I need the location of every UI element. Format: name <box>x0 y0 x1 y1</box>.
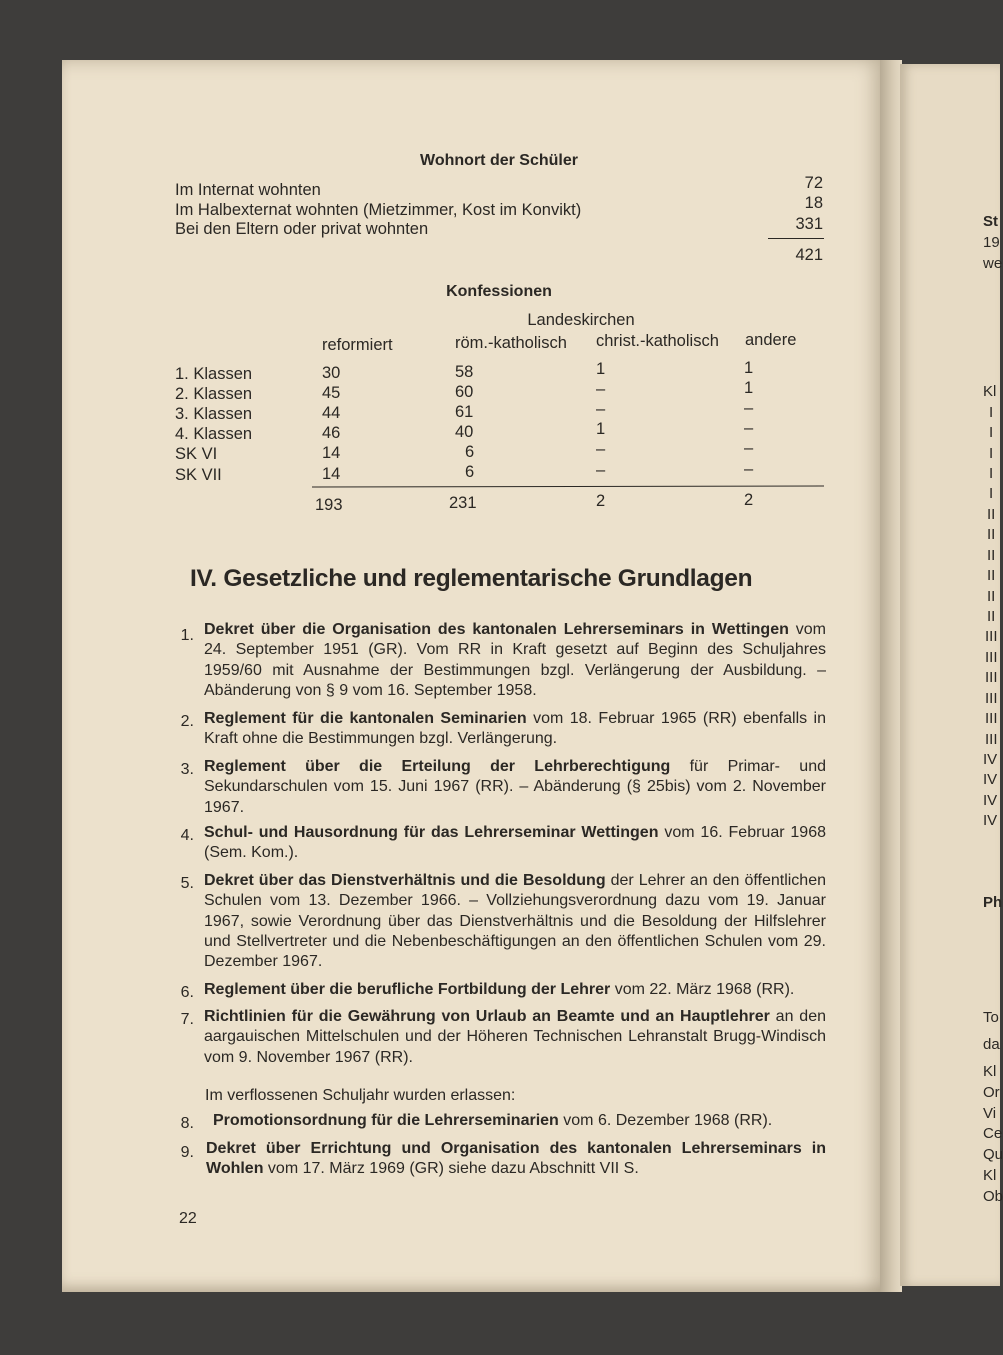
item-number: 3. <box>180 761 194 778</box>
cell-reformiert: 30 <box>322 364 341 382</box>
item-number: 9. <box>180 1144 194 1161</box>
row-label: 3. Klassen <box>175 405 253 423</box>
header-reformiert: reformiert <box>322 336 393 354</box>
landeskirchen-label: Landeskirchen <box>527 311 635 329</box>
right-fragment: Kl <box>983 1063 997 1080</box>
item-text: vom 24. September 1951 (GR). Vom RR in Kraft gesetzt auf Beginn des Schuljahres 1959/60 mit Ausnahme der Bestimmungen bzgl. Verlängerung der Ausbildung. – Abänderung von § 9 vom 16. September 1958. <box>204 621 827 699</box>
item-title: Dekret über Errichtung und Organisation des kantonalen Lehrerseminars in Wohlen <box>206 1140 826 1178</box>
item-title: Richtlinien für die Gewährung von Urlaub an Beamte und an Hauptlehrer <box>204 1008 770 1025</box>
item-title: Reglement über die Erteilung der Lehrberechtigung <box>204 758 671 775</box>
right-fragment: II <box>987 547 996 564</box>
right-fragment: II <box>987 588 996 605</box>
item-number: 7. <box>180 1011 194 1028</box>
cell-reformiert: 45 <box>322 384 341 402</box>
right-fragment: Or <box>983 1084 1000 1101</box>
right-fragment: IV <box>983 812 998 829</box>
cell-roem-katholisch: 6 <box>465 463 475 481</box>
item-text: vom 6. Dezember 1968 (RR). <box>558 1112 773 1129</box>
row-label: 1. Klassen <box>175 365 253 383</box>
cell-christ-katholisch: – <box>596 400 606 418</box>
cell-roem-katholisch: 6 <box>465 443 475 461</box>
wohnort-sum-rule <box>768 238 824 239</box>
item-text: vom 17. März 1969 (GR) siehe dazu Abschnitt VII S. <box>263 1160 639 1178</box>
list-item <box>204 1007 826 1068</box>
right-fragment: Qu <box>983 1146 1003 1163</box>
cell-andere: 1 <box>744 359 754 377</box>
right-fragment: I <box>989 465 994 482</box>
right-fragment: I <box>989 404 994 421</box>
item-text: vom 16. Februar 1968 (Sem. Kom.). <box>204 824 826 862</box>
item-text: vom 18. Februar 1965 (RR) ebenfalls in Kraft ohne die Bestimmungen bzgl. Verlängerung. <box>204 710 827 748</box>
total-christ-katholisch: 2 <box>596 492 606 510</box>
right-fragment: Kl <box>983 1167 997 1184</box>
item-text: vom 22. März 1968 (RR). <box>610 981 795 998</box>
right-fragment: III <box>985 690 998 707</box>
item-title: Reglement über die berufliche Fortbildung der Lehrer <box>204 981 611 998</box>
item-title: Schul- und Hausordnung für das Lehrerseminar Wettingen <box>204 824 659 841</box>
list-item <box>206 1139 826 1180</box>
list-item <box>204 823 826 864</box>
item-text: an den aargauischen Mittelschulen und der Höheren Technischen Lehranstalt Brugg-Windisch vom 9. November 1967 (RR). <box>204 1008 826 1066</box>
item-number: 4. <box>180 827 194 844</box>
right-fragment: III <box>985 710 998 727</box>
right-fragment: III <box>985 669 998 686</box>
cell-roem-katholisch: 60 <box>455 383 474 401</box>
cell-reformiert: 44 <box>322 404 341 422</box>
header-andere: andere <box>745 331 797 349</box>
right-fragment: II <box>987 526 996 543</box>
item-number: 6. <box>180 984 194 1001</box>
cell-andere: – <box>744 399 754 417</box>
right-fragment: da <box>983 1036 1000 1053</box>
right-fragment: 19 <box>983 234 1000 251</box>
erlassen-intro: Im verflossenen Schuljahr wurden erlassen: <box>205 1087 516 1104</box>
wohnort-title: Wohnort der Schüler <box>420 152 578 169</box>
right-fragment: St <box>983 213 998 230</box>
wohnort-value-eltern: 331 <box>795 215 823 233</box>
wohnort-total: 421 <box>795 246 823 264</box>
item-title: Promotionsordnung für die Lehrerseminarien <box>213 1112 559 1129</box>
item-title: Dekret über die Organisation des kantonalen Lehrerseminars in Wettingen <box>204 621 789 638</box>
list-item <box>204 871 826 972</box>
right-fragment: IV <box>983 792 998 809</box>
right-fragment: Ph <box>983 894 1003 911</box>
list-item <box>204 709 826 750</box>
wohnort-value-internat: 72 <box>804 174 823 192</box>
header-christ-katholisch: christ.-katholisch <box>596 332 719 350</box>
page-number: 22 <box>179 1210 197 1227</box>
right-fragment: Kl <box>983 383 997 400</box>
header-roem-katholisch: röm.-katholisch <box>455 334 567 352</box>
book-gutter <box>880 60 902 1292</box>
cell-andere: 1 <box>744 379 754 397</box>
cell-andere: – <box>744 439 754 457</box>
right-fragment: II <box>987 608 996 625</box>
list-item <box>204 980 826 1000</box>
cell-christ-katholisch: – <box>596 461 606 479</box>
total-andere: 2 <box>744 491 754 509</box>
cell-roem-katholisch: 40 <box>455 423 474 441</box>
row-label: 2. Klassen <box>175 385 253 403</box>
right-fragment: Ce <box>983 1125 1003 1142</box>
row-label: SK VII <box>175 466 222 484</box>
right-fragment: To <box>983 1009 999 1026</box>
list-item <box>204 757 826 818</box>
right-fragment: III <box>985 649 998 666</box>
cell-reformiert: 46 <box>322 424 341 442</box>
cell-andere: – <box>744 460 754 478</box>
konfessionen-title: Konfessionen <box>446 283 552 300</box>
list-item <box>213 1111 826 1131</box>
right-fragment: Ob <box>983 1188 1003 1205</box>
right-fragment: we <box>983 255 1003 272</box>
row-label: 4. Klassen <box>175 425 253 443</box>
right-fragment: IV <box>983 771 998 788</box>
right-fragment: I <box>989 445 994 462</box>
cell-reformiert: 14 <box>322 465 341 483</box>
item-text: der Lehrer an den öffentlichen Schulen vom 13. Dezember 1966. – Vollziehungsverordnung dazu vom 19. Januar 1967, sowie Verordnung über das Dienstverhältnis und die Besoldung der Hilfslehrer und Stellvertreter und die Nebenbeschäftigungen an den öffentlichen Schulen vom 29. Dezember 1967. <box>204 872 826 971</box>
cell-reformiert: 14 <box>322 444 341 462</box>
cell-christ-katholisch: 1 <box>596 420 606 438</box>
wohnort-label-halbexternat: Im Halbexternat wohnten (Mietzimmer, Kost im Konvikt) <box>175 201 582 219</box>
right-fragment: II <box>987 506 996 523</box>
right-fragment: I <box>989 424 994 441</box>
right-fragment: III <box>985 731 998 748</box>
total-roem-katholisch: 231 <box>449 494 477 512</box>
item-title: Reglement für die kantonalen Seminarien <box>204 710 527 727</box>
total-reformiert: 193 <box>315 496 343 514</box>
item-title: Dekret über das Dienstverhältnis und die Besoldung <box>204 872 606 889</box>
wohnort-value-halbexternat: 18 <box>804 194 823 212</box>
list-item <box>204 620 826 701</box>
wohnort-label-eltern: Bei den Eltern oder privat wohnten <box>175 220 429 238</box>
item-number: 8. <box>180 1115 194 1132</box>
right-fragment: I <box>989 485 994 502</box>
section-heading: IV. Gesetzliche und reglementarische Grundlagen <box>190 565 753 592</box>
cell-andere: – <box>744 419 754 437</box>
cell-roem-katholisch: 61 <box>455 403 474 421</box>
item-number: 1. <box>180 627 194 644</box>
cell-christ-katholisch: – <box>596 440 606 458</box>
right-fragment: II <box>987 567 996 584</box>
right-fragment: Vi <box>983 1105 997 1122</box>
row-label: SK VI <box>175 445 218 463</box>
right-fragment: IV <box>983 751 998 768</box>
wohnort-label-internat: Im Internat wohnten <box>175 181 321 199</box>
item-number: 2. <box>180 713 194 730</box>
item-text: für Primar- und Sekundarschulen vom 15. Juni 1967 (RR). – Abänderung (§ 25bis) vom 2. November 1967. <box>204 758 827 816</box>
cell-christ-katholisch: – <box>596 380 606 398</box>
cell-roem-katholisch: 58 <box>455 363 474 381</box>
item-number: 5. <box>180 875 194 892</box>
cell-christ-katholisch: 1 <box>596 360 606 378</box>
right-fragment: III <box>985 628 998 645</box>
